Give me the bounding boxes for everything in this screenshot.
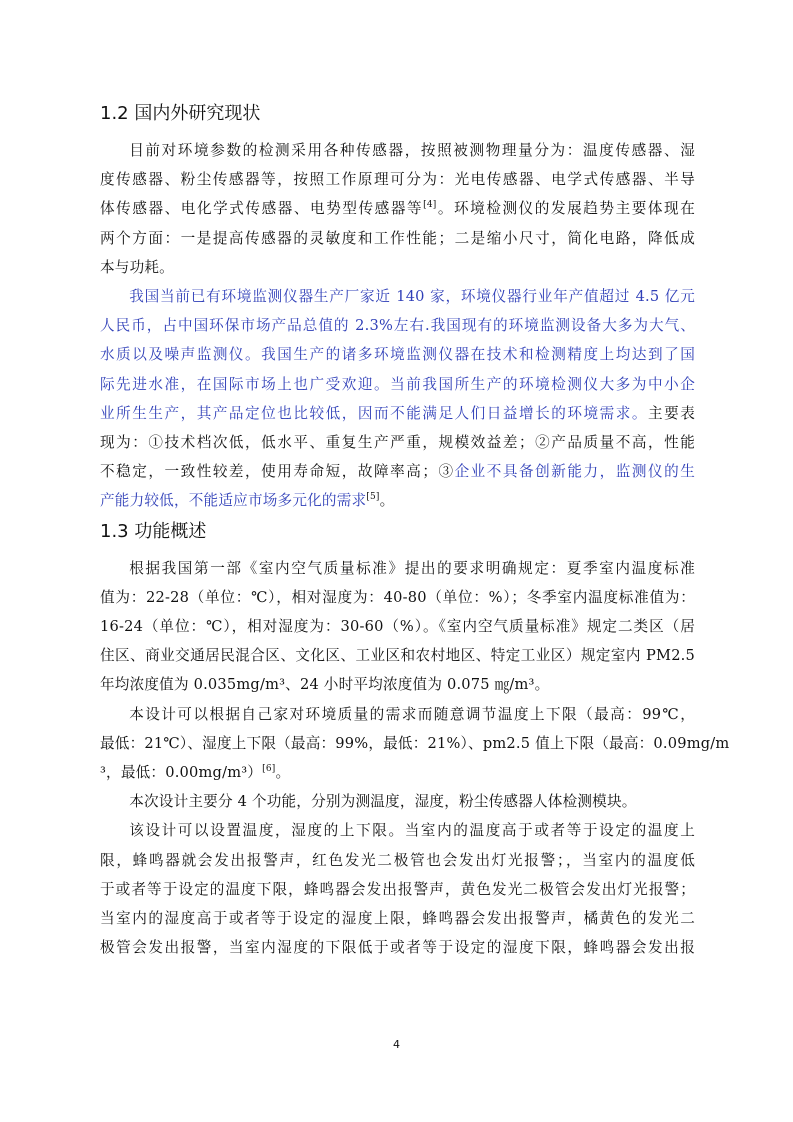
text-line: 极管会发出报警，当室内湿度的下限低于或者等于设定的湿度下限，蜂鸣器会发出报 [100, 939, 695, 957]
paragraph-alarm-logic [100, 816, 695, 962]
text-line: 当室内的湿度高于或者等于设定的湿度上限，蜂鸣器会发出报警声，橘黄色的发光二 [100, 910, 695, 928]
text-segment: 体传感器、电化学式传感器、电势型传感器等 [100, 200, 424, 218]
text-line: 最低：21℃）、湿度上下限（最高：99%，最低：21%）、pm2.5 值上下限（最高：0.09mg/m [100, 734, 730, 752]
text-line: 16-24（单位：℃），相对湿度为：30-60（%）。《室内空气质量标准》规定二类区（居 [100, 618, 695, 636]
text-line [100, 758, 695, 787]
citation-6: [6] [262, 764, 276, 775]
text-segment: 主要表 [647, 404, 695, 422]
text-line: 两个方面：一是提高传感器的灵敏度和工作性能；二是缩小尺寸，简化电路，降低成 [100, 229, 695, 247]
text-segment: 产能力较低，不能适应市场多元化的需求 [100, 492, 367, 510]
text-segment: 企业不具备创新能力，监测仪的生 [454, 463, 695, 481]
text-line: 现为：①技术档次低，低水平、重复生产严重，规模效益差；②产品质量不高，性能 [100, 434, 695, 452]
section-heading-1-2: 1.2 国内外研究现状 [100, 103, 261, 124]
text-line: 根据我国第一部《室内空气质量标准》提出的要求明确规定：夏季室内温度标准 [129, 559, 695, 577]
text-segment: 不稳定，一致性较差，使用寿命短，故障率高；③ [100, 463, 455, 481]
text-line: 人民币，占中国环保市场产品总值的 2.3%左右.我国现有的环境监测设备大多为大气、 [100, 317, 695, 335]
text-segment: 。 [275, 764, 291, 782]
text-line: 目前对环境参数的检测采用各种传感器，按照被测物理量分为：温度传感器、湿 [129, 142, 695, 159]
paragraph-domestic-market [100, 282, 695, 516]
text-line: 际先进水准，在国际市场上也广受欢迎。当前我国所生产的环境检测仪大多为中小企 [100, 375, 695, 393]
text-line: 本设计可以根据自己家对环境质量的需求而随意调节温度上下限（最高：99℃， [129, 705, 695, 723]
text-line: 年均浓度值为 0.035mg/m³、24 小时平均浓度值为 0.075 ㎎/m³。 [100, 676, 550, 694]
text-line: 于或者等于设定的温度下限，蜂鸣器会发出报警声，黄色发光二极管会发出灯光报警； [100, 880, 695, 898]
text-line: 度传感器、粉尘传感器等，按照工作原理可分为：光电传感器、电学式传感器、半导 [100, 171, 695, 189]
text-line [100, 457, 695, 486]
text-segment: 。 [379, 492, 395, 510]
paragraph-sensors [100, 136, 695, 282]
text-line: 水质以及噪声监测仪。我国生产的诸多环境监测仪器在技术和检测精度上均达到了国 [100, 346, 695, 364]
text-line: 本与功耗。 [100, 258, 174, 276]
text-line: 限，蜂鸣器就会发出报警声，红色发光二极管也会发出灯光报警；，当室内的温度低 [100, 851, 695, 869]
text-line [100, 486, 695, 515]
text-line: 本次设计主要分 4 个功能，分别为测温度，湿度，粉尘传感器人体检测模块。 [129, 793, 637, 811]
paragraph-functions [100, 787, 695, 816]
text-line: 该设计可以设置温度，湿度的上下限。当室内的温度高于或者等于设定的温度上 [129, 822, 695, 840]
paragraph-air-quality-standard [100, 554, 695, 700]
text-line [100, 399, 695, 428]
paragraph-thresholds [100, 700, 730, 788]
text-line: 我国当前已有环境监测仪器生产厂家近 140 家，环境仪器行业年产值超过 4.5 亿元 [129, 288, 695, 306]
citation-5: [5] [366, 492, 380, 503]
page-number: 4 [393, 1038, 400, 1051]
text-segment: 业所生生产，其产品定位也比较低，因而不能满足人们日益增长的环境需求。 [100, 404, 648, 422]
text-line: 住区、商业交通居民混合区、文化区、工业区和农村地区、特定工业区）规定室内 PM2.5 [100, 647, 695, 665]
text-segment: ³，最低：0.00mg/m³） [100, 764, 263, 782]
text-line: 值为：22-28（单位：℃），相对湿度为：40-80（单位：%）；冬季室内温度标准值为： [100, 588, 695, 606]
page-content [100, 100, 730, 962]
text-segment: 。环境检测仪的发展趋势主要体现在 [436, 200, 695, 218]
citation-4: [4] [423, 200, 437, 211]
text-line [100, 194, 695, 223]
section-heading-1-3: 1.3 功能概述 [100, 520, 207, 542]
